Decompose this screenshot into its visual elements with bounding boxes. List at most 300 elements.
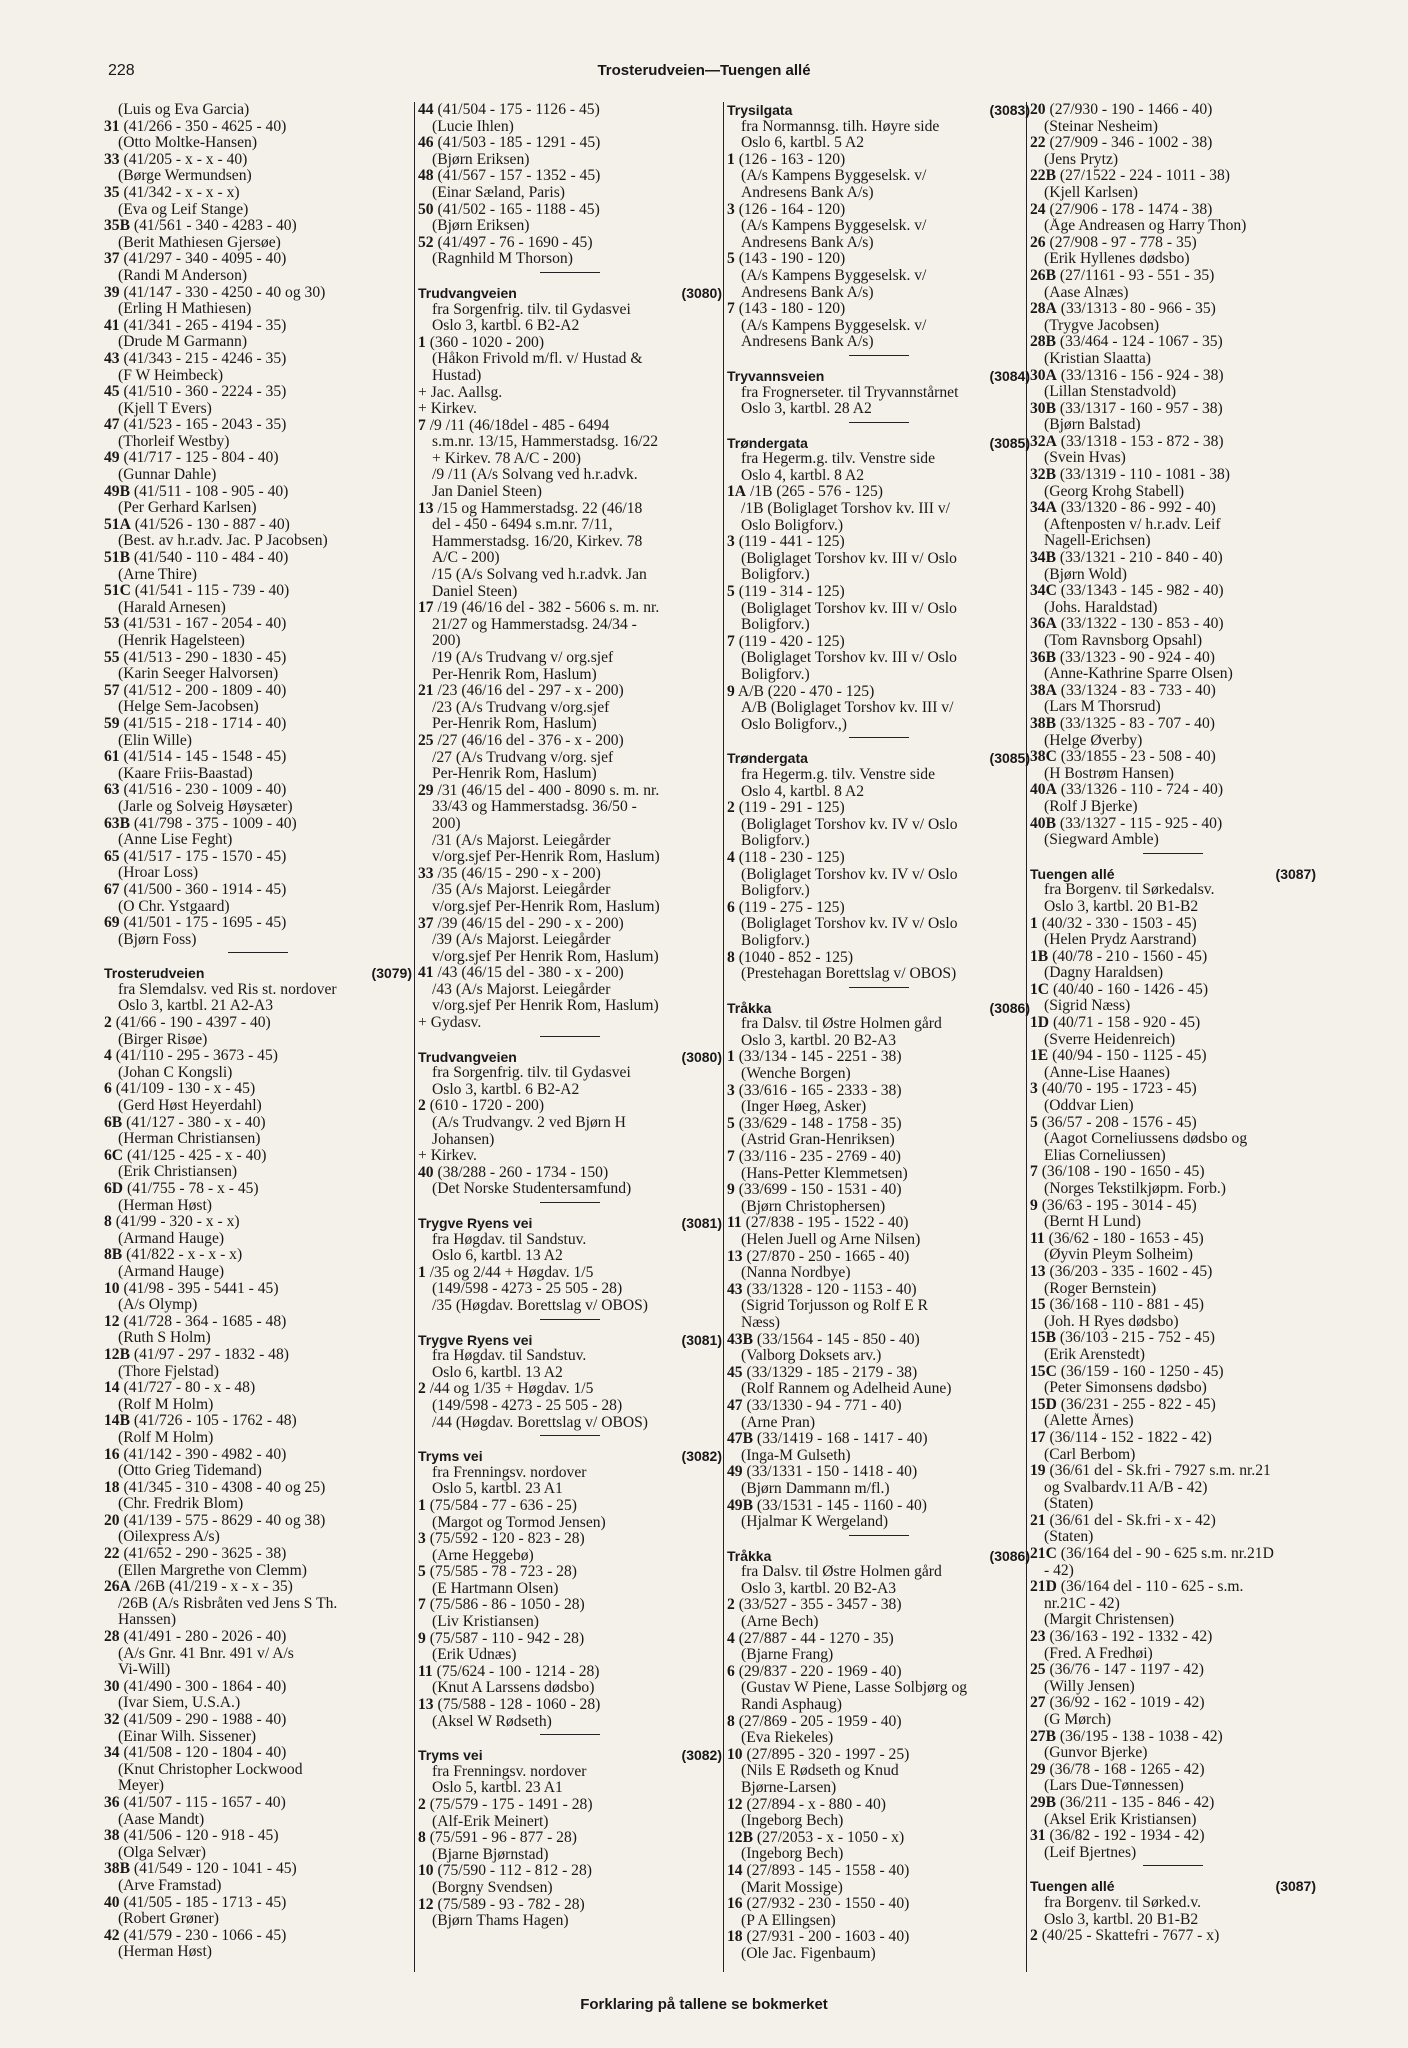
house-number: 28B — [1030, 334, 1056, 351]
property-data: (75/589 - 93 - 782 - 28) — [437, 1896, 585, 1913]
property-entry — [1030, 1928, 1316, 1945]
street-name: Trøndergata — [727, 434, 808, 451]
street-heading — [104, 965, 412, 982]
entry-detail: (Norges Tekstilkjøpm. Forb.) — [1044, 1181, 1226, 1197]
property-entry — [727, 1863, 1030, 1880]
house-number: 15 — [1030, 1297, 1046, 1314]
property-data: (33/1321 - 210 - 840 - 40) — [1059, 550, 1223, 567]
property-data: (27/1161 - 93 - 551 - 35) — [1059, 267, 1215, 284]
entry-detail: (Inger Høeg, Asker) — [741, 1099, 867, 1116]
property-data: (119 - 420 - 125) — [738, 633, 845, 650]
entry-detail: fra Frenningsv. nordover — [432, 1763, 587, 1780]
property-data: /1B (265 - 576 - 125) — [749, 484, 883, 501]
property-data: (33/527 - 355 - 3457 - 38) — [738, 1597, 902, 1614]
house-number: 15D — [1030, 1396, 1057, 1413]
property-data: (41/297 - 340 - 4095 - 40) — [123, 251, 287, 268]
entry-detail: (Kaare Friis-Baastad) — [118, 765, 253, 782]
house-number: 25 — [418, 732, 434, 749]
entry-detail: (Ingeborg Bech) — [741, 1813, 844, 1830]
property-data: (41/506 - 120 - 918 - 45) — [123, 1828, 279, 1845]
property-entry — [104, 1347, 412, 1364]
entry-detail: og Svalbardv.11 A/B - 42) — [1044, 1479, 1208, 1496]
entry-detail: (Oddvar Lien) — [1044, 1098, 1134, 1115]
house-number: 8 — [104, 1214, 112, 1231]
entry-detail: Daniel Steen) — [432, 583, 518, 600]
entry-detail: (Kjell Karlsen) — [1044, 184, 1138, 201]
entry-detail: /31 (A/s Majorst. Leiegårder — [432, 832, 611, 849]
property-data: (33/1327 - 115 - 925 - 40) — [1059, 815, 1223, 832]
property-data: (41/514 - 145 - 1548 - 45) — [123, 749, 287, 766]
property-data: (41/139 - 575 - 8629 - 40 og 38) — [123, 1512, 326, 1529]
entry-detail: (A/s Kampens Byggeselsk. v/ — [741, 168, 927, 185]
entry-detail: (Lars M Thorsrud) — [1044, 699, 1161, 716]
column-divider — [414, 102, 415, 1972]
property-data: (41/343 - 215 - 4246 - 35) — [123, 350, 287, 367]
street-code: (3087) — [1275, 1878, 1316, 1895]
house-number: 55 — [104, 649, 120, 666]
house-number: 3 — [418, 1531, 426, 1548]
house-number: 49 — [727, 1464, 743, 1481]
property-entry — [104, 716, 412, 733]
house-number: 2 — [104, 1015, 112, 1032]
house-number: 14B — [104, 1413, 130, 1430]
property-data: (41/500 - 360 - 1914 - 45) — [123, 881, 287, 898]
entry-detail: (Det Norske Studentersamfund) — [432, 1181, 632, 1198]
property-entry — [1030, 268, 1316, 285]
property-data: (75/590 - 112 - 812 - 28) — [437, 1863, 592, 1880]
property-entry — [104, 583, 412, 600]
entry-detail: Andresens Bank A/s) — [741, 234, 874, 251]
house-number: 2 — [727, 1597, 735, 1614]
entry-detail: Hammerstadsg. 16/20, Kirkev. 78 — [432, 533, 643, 550]
property-entry — [418, 600, 722, 617]
property-entry — [104, 1513, 412, 1530]
entry-detail: (Bjørn Christophersen) — [741, 1198, 886, 1215]
entry-detail: (Arne Pran) — [741, 1414, 816, 1431]
property-entry — [1030, 1115, 1316, 1132]
house-number: 1D — [1030, 1015, 1050, 1032]
entry-detail: (Boliglaget Torshov kv. IV v/ Oslo — [741, 816, 958, 833]
property-data: (36/164 del - 90 - 625 s.m. nr.21D — [1060, 1546, 1274, 1563]
property-data: (41/541 - 115 - 739 - 40) — [134, 583, 290, 600]
entry-detail: (Marit Mossige) — [741, 1879, 843, 1896]
house-number: 51B — [104, 550, 130, 567]
entry-detail: /19 (A/s Trudvang v/ org.sjef — [432, 650, 614, 666]
entry-detail: Boligforv.) — [741, 932, 810, 949]
entry-detail: (Rolf Rannem og Adelheid Aune) — [741, 1381, 952, 1398]
entry-detail: Andresens Bank A/s) — [741, 284, 874, 301]
house-number: 48 — [418, 168, 434, 185]
street-name: Trøndergata — [727, 750, 808, 767]
house-number: 36 — [104, 1794, 120, 1811]
property-entry — [104, 816, 412, 833]
property-entry — [104, 1579, 412, 1596]
property-data: (33/1317 - 160 - 957 - 38) — [1059, 400, 1223, 417]
property-data: (33/1322 - 130 - 853 - 40) — [1060, 616, 1224, 633]
entry-detail: (F W Heimbeck) — [118, 367, 224, 384]
house-number: 32A — [1030, 433, 1057, 450]
entry-detail: (Åge Andreasen og Harry Thon) — [1044, 218, 1247, 235]
house-number: 13 — [418, 1697, 434, 1714]
property-entry — [1030, 550, 1316, 567]
property-data: (36/92 - 162 - 1019 - 42) — [1049, 1695, 1205, 1712]
property-entry — [104, 1181, 412, 1198]
property-data: (41/516 - 230 - 1009 - 40) — [123, 782, 287, 799]
house-number: 10 — [727, 1746, 743, 1763]
property-data: (143 - 180 - 120) — [738, 301, 846, 318]
street-name: Tuengen allé — [1030, 865, 1115, 882]
property-data: (41/505 - 185 - 1713 - 45) — [123, 1894, 287, 1911]
property-entry — [418, 1165, 722, 1182]
entry-detail: Oslo 3, kartbl. 20 B1-B2 — [1044, 1911, 1199, 1928]
entry-detail: (Bjørn Wold) — [1044, 566, 1127, 583]
entry-detail: (Johan C Kongsli) — [118, 1064, 233, 1081]
property-entry — [727, 1797, 1030, 1814]
property-entry — [727, 1282, 1030, 1299]
house-number: 34B — [1030, 550, 1056, 567]
entry-detail: (Steinar Nesheim) — [1044, 118, 1158, 135]
property-entry — [1030, 1795, 1316, 1812]
property-data: (41/110 - 295 - 3673 - 45) — [115, 1048, 278, 1065]
property-entry — [727, 152, 1030, 169]
house-number: 21C — [1030, 1546, 1057, 1563]
street-name: Trygve Ryens vei — [418, 1215, 533, 1231]
column-1 — [104, 102, 412, 1982]
entry-detail: 21/27 og Hammerstadsg. 24/34 - — [432, 616, 637, 633]
property-data: (41/509 - 290 - 1988 - 40) — [123, 1712, 287, 1728]
property-data: (33/699 - 150 - 1531 - 40) — [738, 1182, 902, 1199]
property-entry — [1030, 368, 1316, 385]
house-number: 9 — [727, 683, 735, 700]
entry-detail: (Rolf M Holm) — [118, 1396, 214, 1413]
entry-detail: Oslo 3, kartbl. 20 B1-B2 — [1044, 898, 1199, 915]
street-code: (3081) — [681, 1331, 722, 1348]
property-entry — [418, 1265, 722, 1282]
property-entry — [1030, 1364, 1316, 1381]
property-data: (40/40 - 160 - 1426 - 45) — [1052, 981, 1209, 998]
property-entry — [104, 1828, 412, 1845]
entry-detail: (Svein Hvas) — [1044, 450, 1126, 467]
property-data: /35 (46/15 - 290 - x - 200) — [437, 865, 601, 882]
property-entry — [104, 1447, 412, 1464]
property-entry — [418, 1098, 722, 1115]
house-number: 19 — [1030, 1463, 1046, 1480]
property-data: (33/1325 - 83 - 707 - 40) — [1059, 715, 1215, 732]
house-number: 22B — [1030, 168, 1056, 185]
property-entry — [727, 1714, 1030, 1731]
entry-detail: (Boliglaget Torshov kv. III v/ Oslo — [741, 550, 957, 567]
cross-street: + Kirkev. — [418, 401, 477, 418]
house-number: 15B — [1030, 1330, 1056, 1347]
property-entry — [1030, 102, 1316, 119]
entry-detail: (Bjarne Bjørnstad) — [432, 1846, 549, 1863]
property-entry — [1030, 135, 1316, 152]
property-entry — [727, 684, 1030, 701]
section-divider — [849, 1535, 909, 1536]
entry-detail: fra Høgdav. til Sandstuv. — [432, 1348, 587, 1365]
property-entry — [727, 1398, 1030, 1415]
street-code: (3087) — [1275, 865, 1316, 882]
house-number: 6B — [104, 1114, 123, 1131]
property-entry — [1030, 1463, 1316, 1480]
property-entry — [1030, 1695, 1316, 1712]
property-entry — [1030, 949, 1316, 966]
property-entry — [104, 1895, 412, 1912]
property-data: (41/579 - 230 - 1066 - 45) — [123, 1927, 287, 1944]
property-entry — [418, 1498, 722, 1515]
entry-detail: (Lars Due-Tønnessen) — [1044, 1778, 1184, 1795]
entry-detail: (Sigrid Næss) — [1044, 998, 1131, 1015]
property-data: (41/66 - 190 - 4397 - 40) — [115, 1015, 271, 1032]
entry-detail: /39 (A/s Majorst. Leiegårder — [432, 932, 611, 949]
property-entry — [727, 1929, 1030, 1946]
entry-detail: Oslo 4, kartbl. 8 A2 — [741, 783, 865, 800]
house-number: 8 — [418, 1830, 426, 1847]
house-number: 8B — [104, 1247, 123, 1264]
property-data: (126 - 164 - 120) — [738, 201, 846, 218]
property-data: (33/1855 - 23 - 508 - 40) — [1060, 749, 1216, 766]
property-entry — [727, 1631, 1030, 1648]
house-number: 7 — [727, 301, 735, 318]
entry-detail: (Helge Øverby) — [1044, 732, 1143, 749]
house-number: 10 — [418, 1863, 434, 1880]
house-number: 11 — [418, 1663, 433, 1680]
house-number: 4 — [727, 1630, 735, 1647]
house-number: 3 — [1030, 1081, 1038, 1098]
house-number: 63 — [104, 782, 120, 799]
property-data: (36/195 - 138 - 1038 - 42) — [1059, 1728, 1223, 1745]
entry-detail: (Ole Jac. Figenbaum) — [741, 1945, 876, 1962]
property-data: (41/526 - 130 - 887 - 40) — [134, 516, 290, 533]
house-number: 13 — [1030, 1263, 1046, 1280]
property-data: (75/585 - 78 - 723 - 28) — [429, 1564, 577, 1581]
property-entry — [727, 534, 1030, 551]
entry-detail: Oslo 3, kartbl. 28 A2 — [741, 401, 872, 418]
house-number: 43 — [104, 350, 120, 367]
entry-detail: (H Bostrøm Hansen) — [1044, 765, 1174, 782]
property-entry — [104, 1480, 412, 1497]
property-data: (29/837 - 220 - 1969 - 40) — [738, 1663, 902, 1680]
street-name: Trosterudveien — [104, 965, 205, 982]
entry-detail: (149/598 - 4273 - 25 505 - 28) — [432, 1281, 623, 1298]
house-number: 46 — [418, 135, 434, 152]
house-number: 29B — [1030, 1794, 1056, 1811]
entry-detail: (Hjalmar K Wergeland) — [741, 1514, 889, 1531]
page-title: Trosterudveien—Tuengen allé — [597, 62, 811, 79]
property-data: (27/887 - 44 - 1270 - 35) — [738, 1630, 894, 1647]
property-data: (36/82 - 192 - 1934 - 42) — [1049, 1828, 1205, 1845]
entry-detail: (Einar Wilh. Sissener) — [118, 1728, 257, 1745]
section-divider — [849, 355, 909, 356]
property-entry — [1030, 1198, 1316, 1215]
house-number: 34 — [104, 1745, 120, 1762]
entry-detail: /15 (A/s Solvang ved h.r.advk. Jan — [432, 567, 647, 584]
entry-detail: fra Høgdav. til Sandstuv. — [432, 1231, 587, 1248]
house-number: 14 — [727, 1862, 743, 1879]
entry-detail: (Thore Fjelstad) — [118, 1363, 219, 1380]
property-entry — [104, 683, 412, 700]
house-number: 4 — [104, 1048, 112, 1065]
property-entry — [104, 285, 412, 302]
property-data: (36/108 - 190 - 1650 - 45) — [1041, 1164, 1205, 1181]
entry-detail: Oslo 4, kartbl. 8 A2 — [741, 467, 865, 484]
house-number: 12B — [727, 1829, 753, 1846]
entry-detail: fra Hegerm.g. tilv. Venstre side — [741, 766, 935, 783]
property-data: (27/909 - 346 - 1002 - 38) — [1049, 135, 1213, 152]
property-entry — [1030, 1048, 1316, 1065]
house-number: 1 — [418, 334, 426, 351]
property-entry — [727, 950, 1030, 967]
entry-detail: (Arve Framstad) — [118, 1877, 222, 1894]
property-entry — [1030, 467, 1316, 484]
column-4 — [1030, 102, 1316, 1982]
house-number: 41 — [418, 965, 434, 982]
entry-detail: (Kristian Slaatta) — [1044, 350, 1151, 367]
entry-detail: (Karin Seeger Halvorsen) — [118, 666, 279, 683]
property-data: (33/1323 - 90 - 924 - 40) — [1059, 649, 1215, 666]
property-entry — [104, 318, 412, 335]
entry-detail: Boligforv.) — [741, 883, 810, 900]
property-entry — [727, 1083, 1030, 1100]
entry-detail: (Roger Bernstein) — [1044, 1280, 1157, 1297]
entry-detail: Meyer) — [118, 1778, 164, 1795]
property-entry — [727, 1365, 1030, 1382]
house-number: 30B — [1030, 400, 1056, 417]
property-data: (36/203 - 335 - 1602 - 45) — [1049, 1263, 1213, 1280]
property-entry — [418, 733, 722, 750]
house-number: 35 — [104, 184, 120, 201]
entry-detail: (Herman Høst) — [118, 1944, 212, 1961]
house-number: 22 — [104, 1546, 120, 1563]
property-data: (75/588 - 128 - 1060 - 28) — [437, 1697, 601, 1714]
house-number: 1E — [1030, 1048, 1049, 1065]
street-code: (3085) — [989, 750, 1030, 767]
cross-street: + Kirkev. — [418, 1148, 477, 1165]
entry-detail: (Margot og Tormod Jensen) — [432, 1514, 606, 1531]
property-data: (360 - 1020 - 200) — [429, 334, 545, 351]
property-data: (41/511 - 108 - 905 - 40) — [133, 483, 289, 500]
property-data: (119 - 314 - 125) — [738, 584, 845, 601]
property-entry — [727, 900, 1030, 917]
entry-detail: (149/598 - 4273 - 25 505 - 28) — [432, 1397, 623, 1414]
entry-detail: (Alf-Erik Meinert) — [432, 1813, 549, 1830]
entry-detail: Oslo 3, kartbl. 20 B2-A3 — [741, 1032, 897, 1049]
house-number: 42 — [104, 1927, 120, 1944]
property-entry — [727, 1332, 1030, 1349]
property-entry — [104, 1115, 412, 1132]
house-number: 30A — [1030, 367, 1057, 384]
house-number: 1B — [1030, 948, 1049, 965]
property-entry — [1030, 1629, 1316, 1646]
house-number: 50 — [418, 201, 434, 218]
property-entry — [1030, 1662, 1316, 1679]
property-data: (75/586 - 86 - 1050 - 28) — [429, 1597, 585, 1614]
cross-street: + Gydasv. — [418, 1015, 482, 1032]
property-entry — [418, 102, 722, 119]
house-number: 5 — [727, 251, 735, 268]
house-number: 40 — [418, 1164, 434, 1181]
entry-detail: (Birger Risøe) — [118, 1031, 208, 1048]
property-data: (27/893 - 145 - 1558 - 40) — [746, 1862, 910, 1879]
street-name: Tryvannsveien — [727, 367, 825, 384]
property-entry — [104, 185, 412, 202]
house-number: 36A — [1030, 616, 1057, 633]
entry-detail: (Luis og Eva Garcia) — [118, 102, 250, 118]
entry-detail: (Boliglaget Torshov kv. IV v/ Oslo — [741, 916, 958, 933]
street-heading — [418, 285, 722, 302]
property-data: (75/579 - 175 - 1491 - 28) — [429, 1797, 593, 1813]
property-entry — [1030, 168, 1316, 185]
property-entry — [1030, 816, 1316, 833]
column-2 — [418, 102, 722, 1982]
property-entry — [418, 783, 722, 800]
property-entry — [727, 800, 1030, 817]
property-entry — [104, 1148, 412, 1165]
section-divider — [228, 952, 288, 953]
entry-detail: (Erik Udnæs) — [432, 1647, 517, 1664]
property-entry — [104, 1281, 412, 1298]
property-entry — [104, 384, 412, 401]
street-name: Trysilgata — [727, 102, 793, 118]
property-entry — [418, 866, 722, 883]
street-heading — [727, 368, 1030, 385]
entry-detail: - 42) — [1044, 1562, 1074, 1579]
house-number: 7 — [418, 1597, 426, 1614]
property-data: (41/798 - 375 - 1009 - 40) — [133, 815, 297, 832]
property-entry — [1030, 401, 1316, 418]
entry-detail: (Arne Heggebø) — [432, 1547, 534, 1564]
house-number: 43B — [727, 1331, 753, 1348]
street-heading — [418, 1215, 722, 1232]
entry-detail: (Lillan Stenstadvold) — [1044, 384, 1177, 401]
house-number: 2 — [1030, 1928, 1038, 1945]
property-data: (126 - 163 - 120) — [738, 151, 846, 168]
property-entry — [418, 1381, 722, 1398]
property-entry — [418, 168, 722, 185]
entry-detail: A/C - 200) — [432, 550, 500, 567]
house-number: 6 — [104, 1081, 112, 1098]
house-number: 31 — [104, 118, 120, 135]
property-data: (41/507 - 115 - 1657 - 40) — [123, 1794, 286, 1811]
entry-detail: (Gustav W Piene, Lasse Solbjørg og — [741, 1680, 968, 1697]
property-entry — [1030, 1513, 1316, 1530]
property-entry — [727, 1664, 1030, 1681]
property-data: (41/341 - 265 - 4194 - 35) — [123, 317, 287, 334]
property-entry — [104, 417, 412, 434]
property-data: (27/895 - 320 - 1997 - 25) — [746, 1746, 910, 1763]
property-entry — [727, 634, 1030, 651]
entry-detail: Oslo 3, kartbl. 6 B2-A2 — [432, 1081, 580, 1098]
property-entry — [727, 1747, 1030, 1764]
entry-detail: /43 (A/s Majorst. Leiegårder — [432, 981, 611, 998]
property-data: /9 /11 (46/18del - 485 - 6494 — [429, 417, 610, 434]
entry-detail: (Eva og Leif Stange) — [118, 201, 249, 218]
property-data: (41/652 - 290 - 3625 - 38) — [123, 1546, 287, 1563]
property-data: (41/726 - 105 - 1762 - 48) — [133, 1413, 297, 1430]
property-entry — [104, 1712, 412, 1729]
entry-detail: v/org.sjef Per Henrik Rom, Haslum) — [432, 998, 659, 1015]
house-number: 13 — [418, 500, 434, 517]
property-data: (33/134 - 145 - 2251 - 38) — [738, 1049, 902, 1066]
entry-detail: fra Slemdalsv. ved Ris st. nordover — [118, 981, 337, 998]
entry-detail: (Bjørn Foss) — [118, 931, 197, 948]
entry-detail: (Otto Moltke-Hansen) — [118, 135, 258, 152]
property-data: (75/624 - 100 - 1214 - 28) — [436, 1663, 600, 1680]
house-number: 1 — [727, 151, 735, 168]
property-entry — [1030, 1828, 1316, 1845]
entry-detail: (Henrik Hagelsteen) — [118, 633, 245, 649]
section-divider — [1143, 1865, 1203, 1866]
